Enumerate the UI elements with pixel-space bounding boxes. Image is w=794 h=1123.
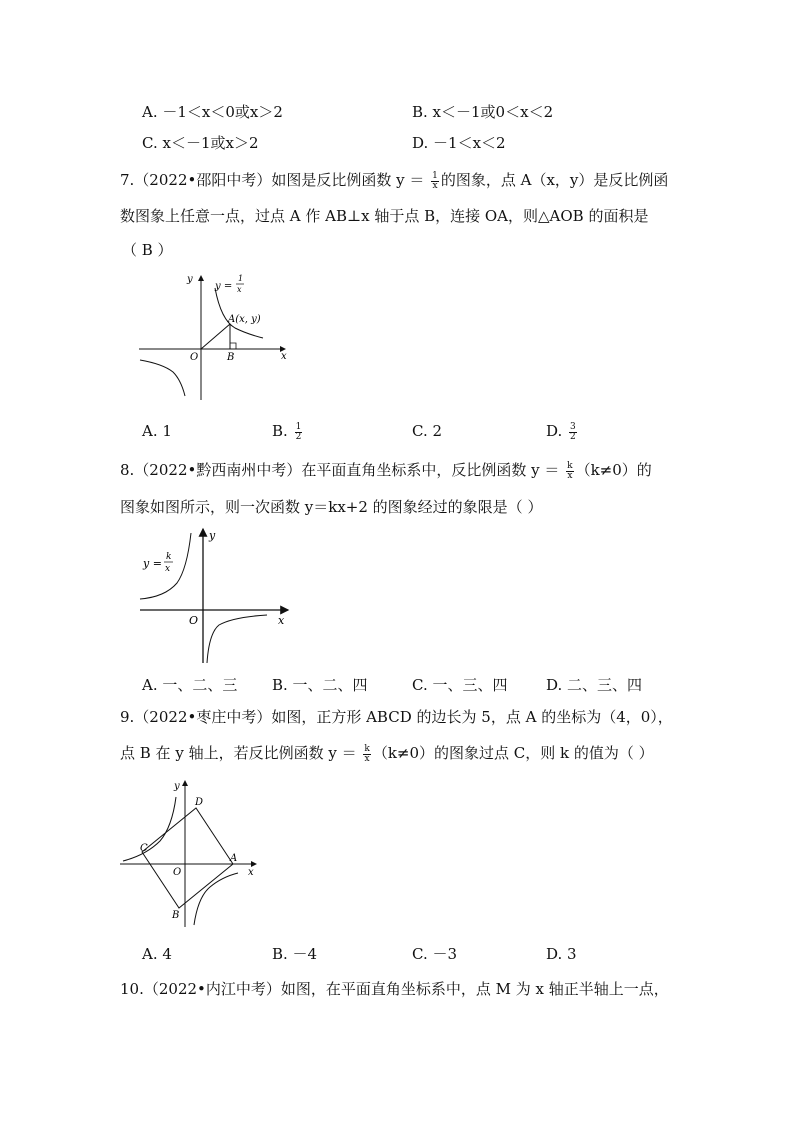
q6-option-b: B. x＜－1或0＜x＜2: [412, 103, 554, 121]
q7-option-d: D. $\frac{3}{2}$: [546, 421, 576, 442]
q8-y-label: y: [209, 529, 216, 542]
q8-option-c: C. 一、三、四: [412, 676, 508, 694]
q8-origin-label: O: [189, 614, 199, 627]
q6-option-c: C. x＜－1或x＞2: [142, 134, 259, 152]
q7-func-label: y =: [215, 281, 233, 292]
q8-option-b: B. 一、二、四: [272, 676, 368, 694]
q7-x-label: x: [281, 351, 287, 362]
q9-square-abcd: [142, 808, 233, 908]
q9-line2: 点 B 在 y 轴上，若反比例函数 y ＝ $\frac{k}{x}$ （k≠0）的图象过点 C，则 k 的值为（ ）: [120, 743, 654, 764]
q9-option-b: B. －4: [272, 945, 318, 963]
q9-line1: 9.（2022•枣庄中考）如图，正方形 ABCD 的边长为 5，点 A 的坐标为（4，0），: [120, 708, 673, 726]
q9-point-b-label: B: [172, 910, 180, 921]
q7-fraction: $\frac{1}{x}$: [432, 170, 438, 191]
q8-func-den: x: [165, 564, 171, 574]
q8-func-num: k: [166, 552, 172, 562]
q7-right-angle: [230, 343, 236, 349]
q9-option-a: A. 4: [142, 945, 172, 963]
q9-curve-q2: [123, 797, 176, 861]
q8-figure: [135, 525, 300, 667]
q9-point-a-label: A: [230, 853, 238, 864]
q7-answer: （ B ）: [122, 241, 173, 259]
q7-func-num: 1: [238, 274, 244, 283]
q7-figure: [135, 268, 300, 403]
q7-point-b-label: B: [227, 352, 235, 363]
q8-x-label: x: [278, 614, 285, 627]
q7-line2: 数图象上任意一点，过点 A 作 AB⊥x 轴于点 B，连接 OA，则△AOB 的面积是: [120, 207, 649, 225]
q7-y-label: y: [187, 274, 193, 285]
q6-option-a: A. －1＜x＜0或x＞2: [142, 103, 283, 121]
q9-option-d: D. 3: [546, 945, 577, 963]
q7-line1: 7.（2022•邵阳中考）如图是反比例函数 y ＝ $\frac{1}{x}$ 的图象，点 A（x，y）是反比例函: [120, 170, 669, 191]
q7-curve-q3: [140, 360, 185, 396]
q8-line1: 8.（2022•黔西南州中考）在平面直角坐标系中，反比例函数 y ＝ $\frac{k}{x}$ （k≠0）的: [120, 460, 652, 481]
q9-origin-label: O: [173, 867, 182, 878]
q8-func-label: y =: [143, 557, 162, 570]
q9-x-label: x: [248, 867, 254, 878]
q8-option-d: D. 二、三、四: [546, 676, 643, 694]
q8-line2: 图象如图所示，则一次函数 y＝kx+2 的图象经过的象限是（ ）: [120, 498, 543, 516]
q10-line1: 10.（2022•内江中考）如图，在平面直角坐标系中，点 M 为 x 轴正半轴上一点，: [120, 980, 669, 998]
q9-point-c-label: C: [140, 843, 148, 854]
q8-option-a: A. 一、二、三: [142, 676, 238, 694]
q9-option-c: C. －3: [412, 945, 458, 963]
q7-option-c: C. 2: [412, 422, 443, 440]
q8-curve-q4: [207, 615, 267, 663]
q9-curve-q4: [194, 873, 238, 925]
q7-option-b: B. $\frac{1}{2}$: [272, 421, 302, 442]
q7-segment-oa: [201, 324, 230, 349]
q7-point-a-label: A(x, y): [228, 314, 261, 325]
q7-func-den: x: [237, 285, 242, 294]
q6-option-d: D. －1＜x＜2: [412, 134, 506, 152]
q9-point-d-label: D: [195, 797, 204, 808]
q9-y-label: y: [174, 781, 180, 792]
q7-option-a: A. 1: [142, 422, 172, 440]
q7-origin-label: O: [190, 352, 199, 363]
q9-figure: [118, 775, 263, 930]
